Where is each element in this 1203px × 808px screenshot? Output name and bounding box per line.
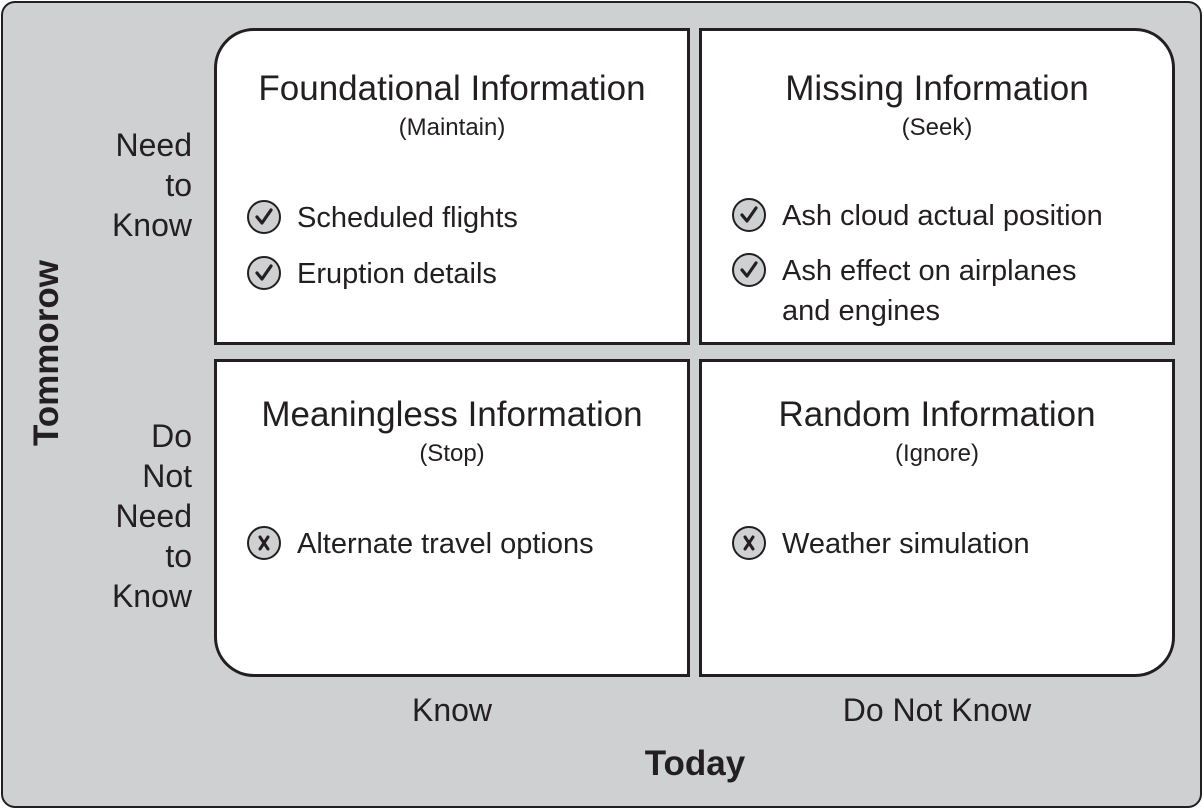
cross-icon [732, 526, 766, 560]
list-item-text: Alternate travel options [297, 528, 594, 560]
row-label-do-not-need-to-know [112, 416, 192, 616]
list-item-text [782, 251, 1077, 331]
check-icon [732, 198, 766, 232]
list-item-text: Ash cloud actual position [782, 200, 1103, 232]
quadrant-subtitle: (Ignore) [894, 440, 980, 467]
row-label-line: Know [111, 207, 192, 243]
row-label-line: to [165, 538, 192, 574]
row-label-line: Need [115, 498, 192, 534]
x-axis-title: Today [644, 744, 746, 783]
check-icon [247, 256, 281, 290]
quadrant-title: Random Information [778, 395, 1096, 434]
quadrant-missing [699, 28, 1175, 345]
list-item [732, 524, 1162, 564]
column-label-do-not-know: Do Not Know [842, 692, 1032, 728]
check-icon [247, 200, 281, 234]
list-item-text: Eruption details [297, 258, 497, 290]
quadrant-random [699, 359, 1175, 677]
list-item-text: Scheduled flights [297, 202, 518, 234]
quadrant-subtitle: (Maintain) [398, 114, 506, 141]
cross-icon [247, 526, 281, 560]
row-label-line: Know [111, 578, 192, 614]
quadrant-subtitle: (Stop) [419, 440, 485, 467]
row-label-line: to [165, 167, 192, 203]
check-icon [732, 253, 766, 287]
row-label-line: Not [142, 458, 192, 494]
row-label-line: Do [151, 418, 192, 454]
column-label-know: Know [411, 692, 493, 728]
quadrant-meaningless [214, 359, 690, 677]
list-item [247, 524, 677, 564]
list-item [247, 198, 677, 238]
list-item-text-line: and engines [782, 295, 941, 327]
quadrant-title: Meaningless Information [261, 395, 643, 434]
quadrant-foundational [214, 28, 690, 345]
row-label-line: Need [115, 127, 192, 163]
list-item-text-line: Ash effect on airplanes [782, 255, 1077, 287]
list-item [732, 251, 1162, 331]
y-axis-title: Tommorow [27, 259, 66, 447]
quadrant-title: Missing Information [785, 69, 1089, 108]
quadrant-subtitle: (Seek) [901, 114, 973, 141]
row-label-need-to-know [112, 125, 192, 245]
quadrant-title: Foundational Information [258, 69, 646, 108]
list-item [732, 196, 1162, 236]
list-item-text: Weather simulation [782, 528, 1030, 560]
list-item [247, 254, 677, 294]
